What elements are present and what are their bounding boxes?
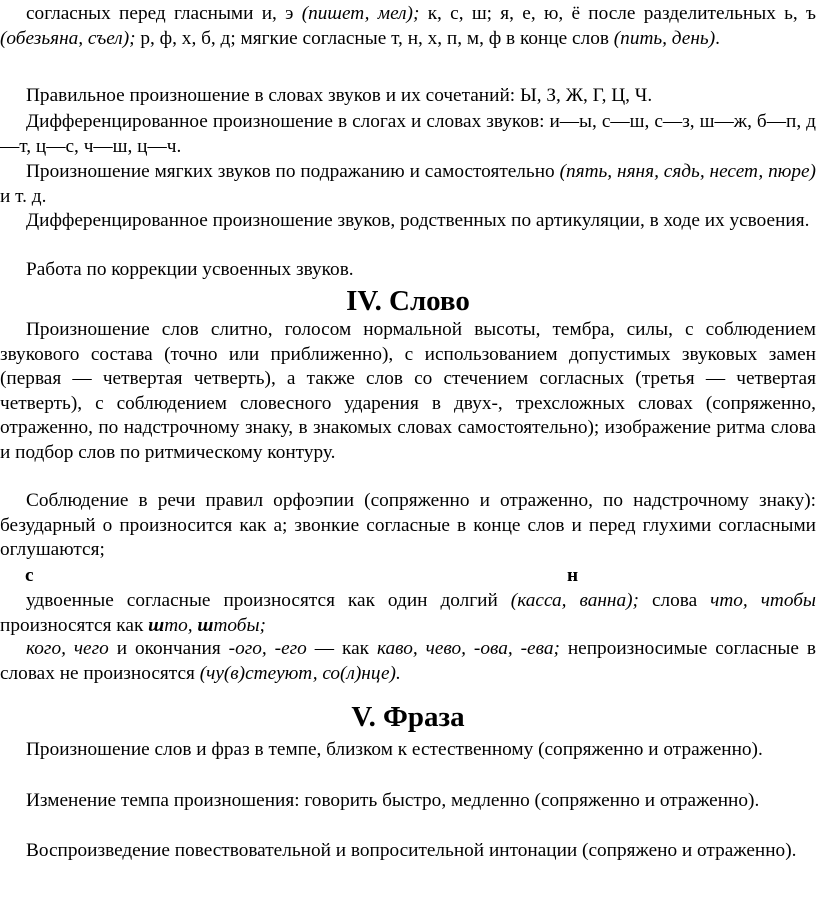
paragraph-p11 bbox=[0, 738, 816, 763]
text-segment: . bbox=[715, 27, 720, 49]
text-segment: Соблюдение в речи правил орфоэпии (сопряженно и отраженно, по надстрочному знаку): безударный о произносится как а; звонкие согласные в конце слов и перед глухими согласными оглушаются; bbox=[0, 490, 816, 560]
paragraph-p13 bbox=[0, 839, 816, 864]
text-segment: ш bbox=[148, 614, 165, 636]
text-segment: Произношение мягких звуков по подражанию и самостоятельно bbox=[26, 161, 560, 182]
section-heading-fraza: V. Фраза bbox=[351, 701, 465, 733]
text-segment: — как bbox=[306, 638, 377, 659]
paragraph-p1 bbox=[0, 2, 816, 51]
paragraph-p10 bbox=[0, 637, 816, 686]
text-segment: слова bbox=[638, 590, 711, 611]
text-segment: тобы; bbox=[213, 614, 266, 636]
text-segment: (касса, ванна); bbox=[510, 590, 639, 611]
paragraph-p3 bbox=[0, 110, 816, 159]
text-segment: непроизносимые согласные в словах не произносятся bbox=[0, 638, 816, 684]
text-segment: то, bbox=[164, 614, 198, 636]
text-segment: каво, чево, -ова, -ева; bbox=[376, 638, 560, 659]
paragraph-p6 bbox=[0, 258, 816, 283]
text-segment: (чу(в)стеуют, со(л)нце). bbox=[199, 662, 401, 684]
stray-letter-c: с bbox=[25, 565, 34, 586]
text-segment: Произношение слов и фраз в темпе, близком к естественному (сопряженно и отраженно). bbox=[26, 739, 763, 760]
text-segment: Правильное произношение в словах звуков и их сочетаний: Ы, З, Ж, Г, Ц, Ч. bbox=[26, 85, 653, 106]
text-segment: и окончания - bbox=[108, 638, 236, 659]
stray-letter-n: н bbox=[567, 565, 579, 586]
text-segment: (пять, няня, сядь, несет, пюре) bbox=[559, 161, 816, 182]
text-segment: удвоенные согласные произносятся как один долгий bbox=[26, 590, 511, 611]
text-segment: согласных перед гласными и, э bbox=[26, 3, 302, 24]
paragraph-p2 bbox=[0, 84, 816, 109]
paragraph-p12 bbox=[0, 789, 816, 814]
text-segment: кого, чего bbox=[26, 638, 109, 659]
text-segment: Дифференцированное произношение в слогах и словах звуков: и—ы, с—ш, с—з, ш—ж, б—п, д—т, ц—с, ч—ш, ц—ч. bbox=[0, 111, 816, 157]
text-segment: р, ф, х, б, д; мягкие согласные т, н, х, п, м, ф в конце слов bbox=[135, 27, 614, 49]
paragraph-p9 bbox=[0, 589, 816, 638]
text-segment: Произношение слов слитно, голосом нормальной высоты, тембра, силы, с соблюдением звукового состава (точно или приближенно), с использованием допустимых звуковых замен (первая — четвертая четверть), а также слов со стечением согласных (третья — четвертая четверть), с соблюдением словесного ударения в двух-, трехсложных словах (сопряженно, отраженно, по надстрочному знаку, в знакомых словах самостоятельно); изображение ритма слова и подбор слов по ритмическому контуру. bbox=[0, 319, 816, 463]
text-segment: ш bbox=[197, 614, 214, 636]
text-segment: и т. д. bbox=[0, 185, 47, 207]
paragraph-p4 bbox=[0, 160, 816, 209]
text-segment: Дифференцированное произношение звуков, родственных по артикуляции, в ходе их усвоения. bbox=[26, 210, 810, 231]
section-heading-slovo: IV. Слово bbox=[346, 285, 470, 317]
text-segment: (обезьяна, съел); bbox=[0, 27, 136, 49]
paragraph-p8 bbox=[0, 489, 816, 563]
text-segment: (пишет, мел); bbox=[301, 3, 420, 24]
text-segment: Изменение темпа произношения: говорить быстро, медленно (сопряженно и отраженно). bbox=[26, 790, 760, 811]
paragraph-p5 bbox=[0, 209, 816, 234]
text-segment: что, чтобы bbox=[710, 590, 816, 611]
text-segment: ого, -его bbox=[235, 638, 307, 659]
text-segment: произносятся как bbox=[0, 614, 149, 636]
text-segment: Воспроизведение повествовательной и вопросительной интонации (сопряжено и отраженно). bbox=[26, 840, 797, 861]
text-segment: (пить, день) bbox=[613, 27, 716, 49]
paragraph-p7 bbox=[0, 318, 816, 465]
text-segment: Работа по коррекции усвоенных звуков. bbox=[26, 259, 354, 280]
text-segment: к, с, ш; я, е, ю, ё после разделительных ь, ъ bbox=[419, 3, 816, 24]
